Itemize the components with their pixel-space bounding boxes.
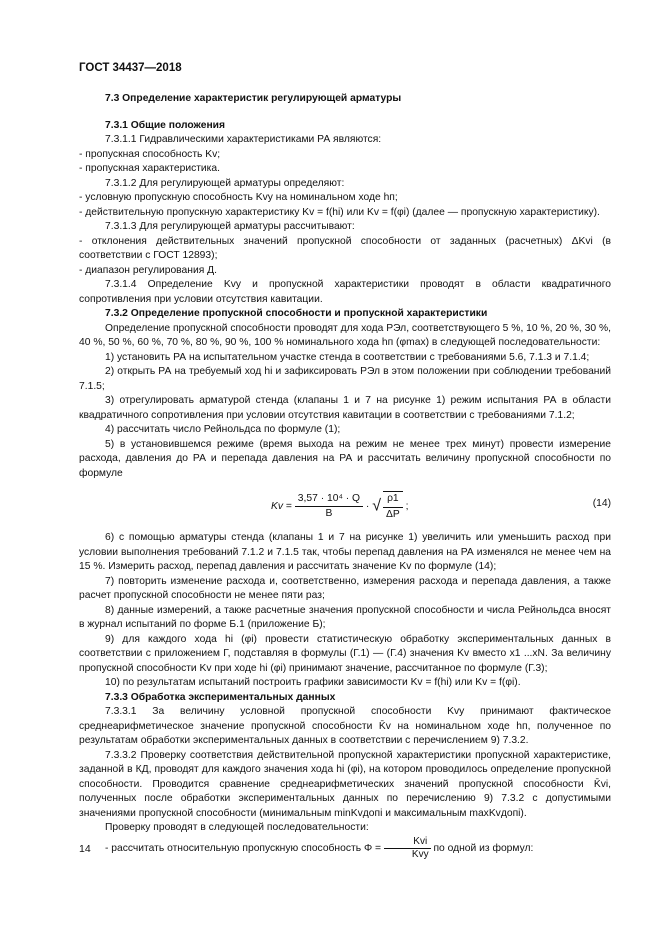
paragraph: 7.3.1.3 Для регулирующей арматуры рассчитывают: — [105, 221, 355, 232]
list-item: 7) повторить изменение расхода и, соответственно, измерения расхода и перепада давления, а также расчет пропускной способности не менее пяти раз; — [79, 575, 611, 601]
formula-tail: ; — [405, 501, 409, 513]
list-item: 2) открыть РА на требуемый ход hi и зафиксировать РЭл в этом положении при соблюдении требований 7.1.5; — [79, 366, 611, 392]
paragraph: 7.3.3.1 За величину условной пропускной способности Kvу принимают фактическое среднеарифметическое значение пропускной способности K̄v на номинальном ходе hп, полученное по результатам обработки экспериментальных данных в соответствии с перечислением 9) 7.3.2. — [79, 706, 611, 746]
list-item: - отклонения действительных значений пропускной способности от заданных (расчетных) ΔKvi (в соответствии с ГОСТ 12893); — [79, 235, 611, 261]
formula-dot: · — [365, 501, 370, 513]
document-body — [79, 92, 611, 861]
paragraph: Проверку проводят в следующей последовательности: — [105, 822, 369, 833]
subsection-title: 7.3.3 Обработка экспериментальных данных — [105, 691, 336, 703]
paragraph: 7.3.1.2 Для регулирующей арматуры определяют: — [105, 177, 345, 189]
subsection-title: 7.3.1 Общие положения — [105, 119, 225, 131]
list-item: - действительную пропускную характеристику Kv = f(hi) или Kv = f(φi) (далее — пропускную характеристику). — [79, 206, 600, 218]
formula-fraction — [295, 492, 363, 522]
formula-number: (14) — [592, 498, 611, 509]
list-item: 5) в установившемся режиме (время выхода на режим не менее трех минут) провести измерение расхода, давления до РА и перепада давления на РА и рассчитать величину пропускной способности по формуле — [79, 438, 611, 479]
list-item: 1) установить РА на испытательном участке стенда в соответствии с требованиями 5.6, 7.1.3 и 7.1.4; — [105, 351, 590, 363]
paragraph: Определение пропускной способности проводят для хода РЭл, соответствующего 5 %, 10 %, 20 %, 30 %, 40 %, 50 %, 60 %, 70 %, 80 %, 90 %, 100 % номинального хода hп (φmax) в следующей последовательности: — [79, 322, 611, 348]
phi-denominator: Kvу — [411, 848, 429, 860]
root-numerator: ρ1 — [383, 492, 403, 508]
root-fraction — [383, 492, 403, 522]
formula-expression — [271, 491, 409, 522]
formula-eq: = — [285, 501, 292, 513]
root-denominator: ΔP — [386, 508, 400, 520]
sqrt-symbol: √ — [372, 497, 381, 515]
list-item: 10) по результатам испытаний построить графики зависимости Kv = f(hi) или Kv = f(φi). — [105, 677, 521, 688]
formula-lhs: Kv — [271, 501, 284, 513]
list-item: 9) для каждого хода hi (φi) провести статистическую обработку экспериментальных данных в соответствии с приложением Г, подставляя в формулы (Г.1) — (Г.4) значения Kv вместо x1 ...xN. За величину пропускной способности Kv при ходе hi (φi) принимают значение, рассчитанное по формуле (Г.3); — [79, 633, 611, 674]
standard-header: ГОСТ 34437—2018 — [79, 62, 182, 74]
list-item: 6) с помощью арматуры стенда (клапаны 1 и 7 на рисунке 1) увеличить или уменьшить расход при условии выполнения требований 7.1.2 и 7.1.5 так, чтобы перепад давления на РА изменялся не менее чем на 15 %. Измерить расход, перепад давления и рассчитать значение Kv по формуле (14); — [79, 532, 611, 572]
list-item: - условную пропускную способность Kvу на номинальном ходе hп; — [79, 192, 398, 203]
formula-14 — [79, 485, 611, 525]
paragraph: 7.3.1.4 Определение Kvу и пропускной характеристики проводят в области квадратичного сопротивления при условии отсутствия кавитации. — [79, 279, 611, 305]
list-item: 4) рассчитать число Рейнольдса по формуле (1); — [105, 424, 341, 435]
text: - рассчитать относительную пропускную способность Φ = — [105, 842, 382, 854]
text: по одной из формул: — [433, 842, 534, 854]
list-item: 3) отрегулировать арматурой стенда (клапаны 1 и 7 на рисунке 1) режим испытания РА в области квадратичного сопротивления при условии отсутствия кавитации в соответствии с требованиями 7.1.2; — [79, 395, 611, 421]
list-item: 8) данные измерений, а также расчетные значения пропускной способности и числа Рейнольдса вносят в журнал испытаний по форме Б.1 (приложение Б); — [79, 604, 611, 630]
subsection-title: 7.3.2 Определение пропускной способности и пропускной характеристики — [105, 308, 488, 319]
formula-root — [383, 491, 403, 522]
phi-fraction — [384, 836, 431, 861]
phi-numerator: Kvi — [384, 836, 431, 849]
formula-denominator: B — [325, 508, 333, 519]
section-title: 7.3 Определение характеристик регулирующей арматуры — [105, 93, 402, 104]
paragraph-with-formula — [79, 836, 611, 861]
page-number: 14 — [79, 843, 91, 855]
list-item: - диапазон регулирования Д. — [79, 264, 217, 276]
list-item: - пропускная характеристика. — [79, 163, 221, 174]
list-item: - пропускная способность Kv; — [79, 148, 221, 160]
formula-numerator: 3,57 · 10⁴ · Q — [295, 492, 363, 508]
paragraph: 7.3.3.2 Проверку соответствия действительной пропускной характеристики пропускной характеристике, заданной в КД, проводят для каждого значения хода hi (φi), на котором проводилось определение пропускной способности. Проводится сравнение среднеарифметических значений пропускной способности K̄vi, полученных после обработки экспериментальных данных по перечислению 9) 7.3.2 с допустимыми значениями пропускной способности (минимальным minKvдопi и максимальным maxKvдопi). — [79, 749, 611, 819]
paragraph: 7.3.1.1 Гидравлическими характеристиками РА являются: — [105, 134, 382, 145]
